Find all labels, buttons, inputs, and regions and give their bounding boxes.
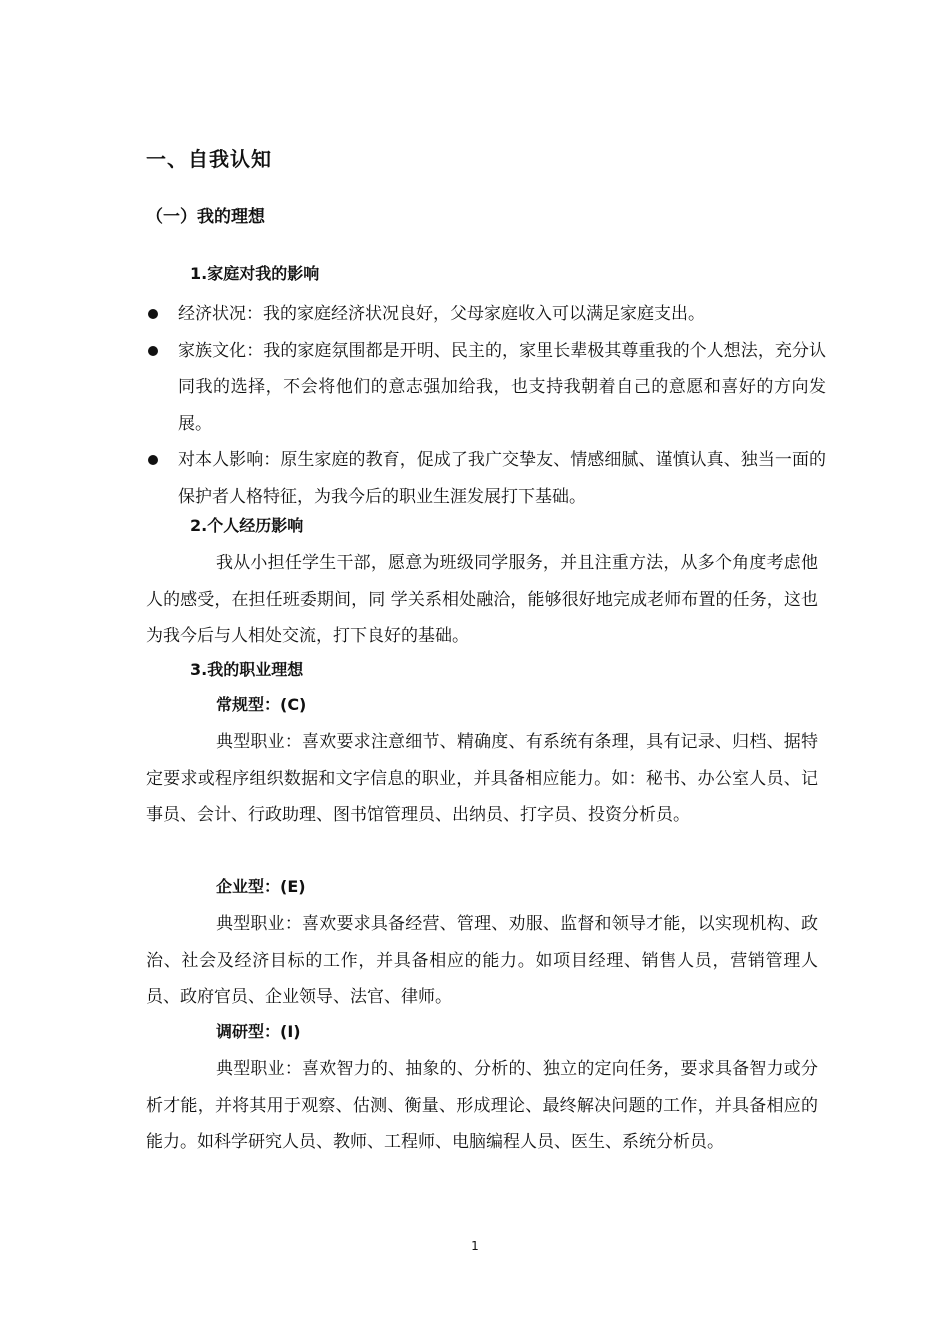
bullet-icon xyxy=(148,455,158,465)
list-item xyxy=(146,333,826,443)
type-label-investigative: 调研型：(I) xyxy=(216,1022,301,1041)
bullet-icon xyxy=(148,309,158,319)
list-item-text: 家族文化：我的家庭氛围都是开明、民主的，家里长辈极其尊重我的个人想法，充分认同我的选择，不会将他们的意志强加给我，也支持我朝着自己的意愿和喜好的方向发展。 xyxy=(178,340,826,434)
personal-experience-paragraph: 我从小担任学生干部，愿意为班级同学服务，并且注重方法，从多个角度考虑他人的感受，在担任班委期间，同 学关系相处融洽，能够很好地完成老师布置的任务，这也为我今后与人相处交流，打下良好的基础。 xyxy=(146,553,818,646)
heading-career-ideal: 3.我的职业理想 xyxy=(190,660,304,679)
type-description-enterprising: 典型职业：喜欢要求具备经营、管理、劝服、监督和领导才能，以实现机构、政治、社会及经济目标的工作，并具备相应的能力。如项目经理、销售人员，营销管理人员、政府官员、企业领导、法官、律师。 xyxy=(146,914,818,1007)
heading-family-influence: 1.家庭对我的影响 xyxy=(190,264,320,283)
page-number: 1 xyxy=(471,1239,479,1253)
list-item-text: 经济状况：我的家庭经济状况良好，父母家庭收入可以满足家庭支出。 xyxy=(178,304,705,324)
type-label-conventional: 常规型：(C) xyxy=(216,695,307,714)
list-item-text: 对本人影响：原生家庭的教育，促成了我广交挚友、情感细腻、谨慎认真、独当一面的保护者人格特征，为我今后的职业生涯发展打下基础。 xyxy=(178,450,826,507)
heading-my-ideal: （一）我的理想 xyxy=(146,207,265,227)
type-description-conventional: 典型职业：喜欢要求注意细节、精确度、有系统有条理，具有记录、归档、据特定要求或程序组织数据和文字信息的职业，并具备相应能力。如：秘书、办公室人员、记事员、会计、行政助理、图书馆管理员、出纳员、打字员、投资分析员。 xyxy=(146,732,818,825)
type-label-enterprising: 企业型：(E) xyxy=(216,877,306,896)
list-item xyxy=(146,296,826,333)
list-item xyxy=(146,442,826,515)
heading-personal-experience: 2.个人经历影响 xyxy=(190,516,304,535)
heading-self-awareness: 一、自我认知 xyxy=(146,147,272,171)
type-description-investigative: 典型职业：喜欢智力的、抽象的、分析的、独立的定向任务，要求具备智力或分析才能，并将其用于观察、估测、衡量、形成理论、最终解决问题的工作，并具备相应的能力。如科学研究人员、教师、工程师、电脑编程人员、医生、系统分析员。 xyxy=(146,1059,818,1152)
bullet-icon xyxy=(148,346,158,356)
family-influence-list xyxy=(146,296,826,515)
